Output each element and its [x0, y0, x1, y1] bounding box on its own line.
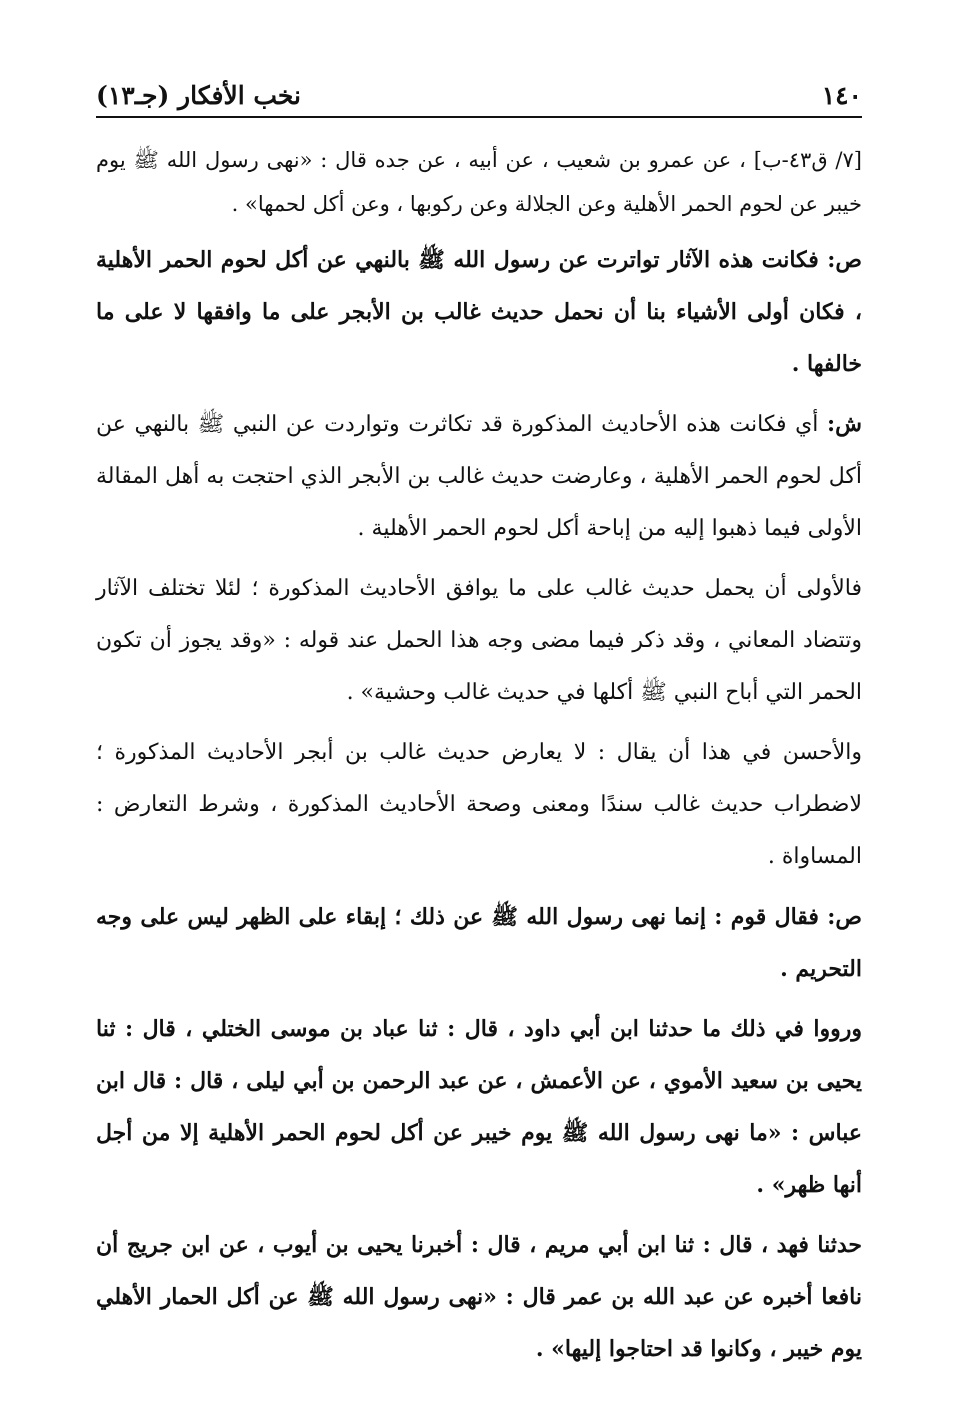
paragraph-7-text: ورووا في ذلك ما حدثنا ابن أبي داود ، قال : ثنا عباد بن موسى الختلي ، قال : ثنا يحيى بن سعيد الأموي ، عن الأعمش ، عن عبد الرحمن بن أبي ليلى ، قال : قال ابن عباس : «ما نهى رسول الله ﷺ يوم خيبر عن أكل لحوم الحمر الأهلية إلا من أجل أنها ظهر» . — [96, 1016, 862, 1198]
paragraph-7 — [96, 1003, 862, 1211]
header-divider — [96, 116, 862, 118]
paragraph-2-lead: ص: — [827, 247, 862, 273]
paragraph-1 — [96, 138, 862, 226]
paragraph-6-lead: ص: — [827, 904, 862, 930]
page-header — [96, 70, 862, 110]
paragraph-4-text: فالأولى أن يحمل حديث غالب على ما يوافق الأحاديث المذكورة ؛ لئلا تختلف الآثار وتتضاد المعاني ، وقد ذكر فيما مضى وجه هذا الحمل عند قوله : «وقد يجوز أن تكون الحمر التي أباح النبي ﷺ أكلها في حديث غالب وحشية» . — [96, 576, 863, 705]
paragraph-2 — [96, 234, 862, 390]
page-number: ١٤٠ — [821, 81, 862, 110]
paragraph-8-text: حدثنا فهد ، قال : ثنا ابن أبي مريم ، قال : أخبرنا يحيى بن أيوب ، عن ابن جريج أن نافعا أخبره عن عبد الله بن عمر قال : «نهى رسول الله ﷺ عن أكل الحمار الأهلي يوم خيبر ، وكانوا قد احتاجوا إليها» . — [96, 1232, 862, 1362]
paragraph-5-text: والأحسن في هذا أن يقال : لا يعارض حديث غالب بن أبجر الأحاديث المذكورة ؛ لاضطراب حديث غالب سندًا ومعنى وصحة الأحاديث المذكورة ، وشرط التعارض : المساواة . — [96, 740, 862, 869]
paragraph-6-text: فقال قوم : إنما نهى رسول الله ﷺ عن ذلك ؛ إبقاء على الظهر ليس على وجه التحريم . — [96, 904, 862, 982]
paragraph-5 — [96, 727, 862, 883]
page-body — [96, 138, 862, 1375]
paragraph-3 — [96, 398, 862, 555]
paragraph-1-text: [٧/ ق٤٣-ب] ، عن عمرو بن شعيب ، عن أبيه ، عن جده قال : «نهى رسول الله ﷺ يوم خيبر عن لحوم الحمر الأهلية وعن الجلالة وعن ركوبها ، وعن أكل لحمها» . — [96, 148, 862, 216]
paragraph-6 — [96, 891, 862, 995]
paragraph-2-text: فكانت هذه الآثار تواترت عن رسول الله ﷺ بالنهي عن أكل لحوم الحمر الأهلية ، فكان أولى الأشياء بنا أن نحمل حديث غالب بن الأبجر على ما وافقها لا على ما خالفها . — [96, 247, 862, 377]
paragraph-3-text: أي فكانت هذه الأحاديث المذكورة قد تكاثرت وتواردت عن النبي ﷺ بالنهي عن أكل لحوم الحمر الأهلية ، وعارضت حديث غالب بن الأبجر الذي احتجت به أهل المقالة الأولى فيما ذهبوا إليه من إباحة أكل لحوم الحمر الأهلية . — [96, 412, 862, 541]
paragraph-4 — [96, 563, 862, 719]
paragraph-8 — [96, 1219, 862, 1375]
book-title: نخب الأفكار (جـ١٣) — [96, 81, 302, 110]
paragraph-3-lead: ش: — [827, 411, 862, 437]
